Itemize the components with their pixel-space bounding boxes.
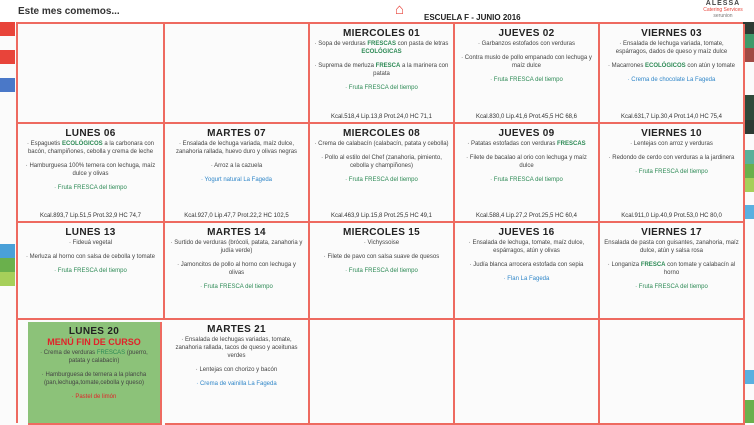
dish-text: (puerro, patata y calabacín) (68, 350, 148, 364)
dish-item (609, 154, 735, 162)
house-icon: ⌂ (395, 1, 405, 18)
dish-item (196, 366, 277, 374)
dish-item (69, 239, 112, 247)
highlighted-text: FRESCAS (557, 141, 586, 147)
dish-text: · Ensalada de lechuga, tomate, maíz dulce, espárragos, atún y olivas (468, 240, 585, 254)
dish-text: · Pollo al estilo del Chef (zanahoria, pimiento, cebolla y champiñones) (321, 155, 442, 169)
empty-cell (18, 24, 165, 124)
highlighted-text: · Fruta FRESCA del tiempo (490, 177, 563, 183)
dish-text: · Hamburguesa de ternera a la plancha (pan,lechuga,tomate,cebolla y queso) (41, 372, 147, 386)
day-cell (18, 124, 165, 223)
dish-text: · Crema de verduras (40, 350, 97, 356)
dish-item (504, 275, 550, 283)
page-title: Este mes comemos... (18, 6, 120, 17)
day-cell (310, 24, 455, 124)
day-heading: LUNES 20 (68, 326, 120, 337)
dish-item (32, 349, 156, 365)
dish-item (201, 176, 272, 184)
dish-item (169, 239, 304, 255)
nutrition-info: Kcal.911,0 Lip.40,9 Prot.53,0 HC 80,0 (621, 213, 722, 219)
highlighted-text: · Fruta FRESCA del tiempo (490, 77, 563, 83)
dish-item (314, 62, 449, 78)
dish-text: · Redondo de cerdo con verduras a la jardinera (608, 155, 735, 161)
dish-text: · Filete de bacalao al orio con lechuga y maíz dulce (466, 155, 587, 169)
dish-text: · Filete de pavo con salsa suave de quesos (323, 254, 440, 260)
dish-item (490, 76, 563, 84)
day-heading: VIERNES 03 (641, 28, 702, 39)
dish-item (630, 140, 713, 148)
dish-item (364, 239, 399, 247)
nutrition-info: Kcal.463,9 Lip.15,8 Prot.25,5 HC 49,1 (330, 213, 433, 219)
empty-cell (455, 320, 600, 425)
highlighted-text: · Fruta FRESCA del tiempo (54, 185, 127, 191)
dish-item (467, 140, 585, 148)
highlighted-text: · Flan La Fageda (503, 276, 550, 282)
day-heading: LUNES 06 (65, 128, 116, 139)
dish-text: · Judía blanca arrocera estofada con sepia (469, 262, 584, 268)
dish-item (22, 140, 159, 156)
dish-item (54, 267, 127, 275)
dish-item (314, 40, 449, 56)
dish-item (169, 261, 304, 277)
dish-text: · Surtido de verduras (brócoli, patata, zanahoria y judía verde) (170, 240, 303, 254)
day-cell (600, 24, 745, 124)
dish-text: · Sopa de verduras (314, 41, 368, 47)
day-cell (165, 320, 310, 425)
day-cell (165, 124, 310, 223)
dish-item (72, 393, 117, 401)
dish-text: a la marinera con patata (373, 63, 449, 77)
dish-item (324, 253, 439, 261)
dish-item (22, 162, 159, 178)
highlighted-text: · Fruta FRESCA del tiempo (54, 268, 127, 274)
day-cell (165, 223, 310, 320)
nutrition-info: Kcal.588,4 Lip.27,2 Prot.25,5 HC 60,4 (475, 213, 578, 219)
highlighted-text: FRESCA (640, 262, 666, 268)
day-heading: MIERCOLES 01 (343, 28, 420, 39)
day-heading: JUEVES 02 (498, 28, 555, 39)
dish-item (604, 239, 739, 255)
dish-item (459, 54, 594, 70)
dish-text: · Ensalada de lechuga variada, tomate, espárragos, dados de queso y maíz dulce (615, 41, 728, 55)
dish-item (26, 253, 155, 261)
dish-item (314, 154, 449, 170)
dish-item (604, 40, 739, 56)
highlighted-text: · Yogurt natural La Fageda (200, 177, 273, 183)
highlighted-text: · Fruta FRESCA del tiempo (200, 284, 273, 290)
special-menu-label: MENÚ FIN DE CURSO (47, 337, 141, 347)
dish-item (345, 176, 418, 184)
highlighted-text: · Crema de vainilla La Fageda (196, 381, 277, 387)
dish-text: · Fideuá vegetal (68, 240, 113, 246)
highlighted-text: FRESCAS (367, 41, 396, 47)
header-bar (0, 0, 754, 22)
highlighted-text: · Fruta FRESCA del tiempo (345, 177, 418, 183)
empty-cell (600, 320, 745, 425)
dish-text: Ensalada de pasta con guisantes, zanahoria, maíz dulce, atún y salsa rosa (604, 240, 739, 254)
dish-text: con atún y tomate (685, 63, 736, 69)
dish-text: · Lentejas con chorizo y bacón (195, 367, 278, 373)
dish-item (211, 162, 262, 170)
dish-text: a la carbonara con bacón, champiñones, cebolla y crema de leche (27, 141, 155, 155)
day-cell (600, 124, 745, 223)
day-cell (310, 223, 455, 320)
dish-text: · Longaniza (607, 262, 641, 268)
nutrition-info: Kcal.830,0 Lip.41,6 Prot.45,5 HC 68,6 (475, 114, 578, 120)
day-heading: MIERCOLES 08 (343, 128, 420, 139)
dish-text: · Espaguetis (26, 141, 62, 147)
day-heading: MARTES 21 (207, 324, 266, 335)
dish-item (314, 140, 448, 148)
dish-item (635, 283, 708, 291)
day-cell (455, 24, 600, 124)
day-cell (455, 124, 600, 223)
dish-text: · Ensalada de lechuga variada, maíz dulce, zanahoria rallada, huevo duro y olivas negras (175, 141, 298, 155)
dish-item (490, 176, 563, 184)
dish-text: · Arroz a la cazuela (210, 163, 263, 169)
empty-cell (310, 320, 455, 425)
highlighted-text: FRESCA (375, 63, 401, 69)
dish-item (470, 261, 584, 269)
logo-name: ALESSA (705, 0, 741, 7)
logo-tagline: Catering Services (703, 7, 743, 13)
highlighted-text: ECOLÓGICOS (61, 141, 103, 147)
dish-item (169, 140, 304, 156)
highlighted-text: · Pastel de limón (71, 394, 117, 400)
day-heading: VIERNES 17 (641, 227, 702, 238)
nutrition-info: Kcal.631,7 Lip.30,4 Prot.14,0 HC 75,4 (620, 114, 723, 120)
dish-text: · Lentejas con arroz y verduras (630, 141, 713, 147)
catering-logo (697, 1, 749, 19)
dish-text: con pasta de letras (396, 41, 449, 47)
dish-item (459, 154, 594, 170)
dish-text: · Ensalada de lechugas variadas, tomate, zanahoria rallada, tacos de queso y aceitunas verdes (175, 337, 298, 359)
dish-item (32, 371, 156, 387)
highlighted-text: · Crema de chocolate La Fageda (627, 77, 716, 83)
menu-calendar-grid (16, 22, 743, 423)
dish-text: · Jamoncitos de pollo al horno con lechuga y olivas (177, 262, 296, 276)
dish-item (345, 267, 418, 275)
empty-cell (165, 24, 310, 124)
day-cell (310, 124, 455, 223)
dish-text: con tomate y calabacín al horno (663, 262, 736, 276)
dish-item (604, 261, 739, 277)
logo-brand: serunion (713, 13, 733, 19)
day-heading: JUEVES 09 (498, 128, 555, 139)
highlighted-text: · Fruta FRESCA del tiempo (345, 268, 418, 274)
day-heading: JUEVES 16 (498, 227, 555, 238)
dish-text: · Hamburguesa 100% ternera con lechuga, maíz dulce y olivas (25, 163, 156, 177)
day-heading: LUNES 13 (65, 227, 116, 238)
dish-item (196, 380, 276, 388)
day-heading: VIERNES 10 (641, 128, 702, 139)
dish-item (459, 239, 594, 255)
dish-text: · Garbanzos estofados con verduras (477, 41, 576, 47)
day-heading: MIERCOLES 15 (343, 227, 420, 238)
highlighted-text: ECOLÓGICAS (361, 49, 402, 55)
dish-item (169, 336, 304, 360)
day-cell (28, 322, 162, 425)
highlighted-text: · Fruta FRESCA del tiempo (635, 284, 708, 290)
highlighted-text: · Fruta FRESCA del tiempo (345, 85, 418, 91)
nutrition-info: Kcal.927,0 Lip.47,7 Prot.22,2 HC 102,5 (184, 213, 289, 219)
dish-item (628, 76, 716, 84)
dish-text: · Patatas estofadas con verduras (467, 141, 558, 147)
dish-text: · Crema de calabacín (calabacín, patata y cebolla) (314, 141, 449, 147)
dish-item (345, 84, 418, 92)
dish-item (635, 168, 708, 176)
highlighted-text: FRESCAS (96, 350, 126, 356)
dish-text: · Contra muslo de pollo empanado con lechuga y maíz dulce (461, 55, 592, 69)
dish-item (478, 40, 575, 48)
dish-text: · Suprema de merluza (314, 63, 376, 69)
dish-item (608, 62, 735, 70)
day-heading: MARTES 07 (207, 128, 266, 139)
nutrition-info: Kcal.518,4 Lip.13,8 Prot.24,0 HC 71,1 (330, 114, 433, 120)
dish-text: · Merluza al horno con salsa de cebolla y tomate (25, 254, 156, 260)
day-heading: MARTES 14 (207, 227, 266, 238)
school-month-label: ESCUELA F - JUNIO 2016 (424, 13, 521, 22)
dish-text: · Vichyssoise (363, 240, 400, 246)
highlighted-text: · Fruta FRESCA del tiempo (635, 169, 708, 175)
day-cell (455, 223, 600, 320)
dish-item (54, 184, 127, 192)
highlighted-text: ECOLÓGICOS (644, 63, 686, 69)
day-cell (600, 223, 745, 320)
dish-item (200, 283, 273, 291)
day-cell (18, 223, 165, 320)
dish-text: · Macarrones (607, 63, 645, 69)
nutrition-info: Kcal.893,7 Lip.51,5 Prot.32,9 HC 74,7 (39, 213, 142, 219)
